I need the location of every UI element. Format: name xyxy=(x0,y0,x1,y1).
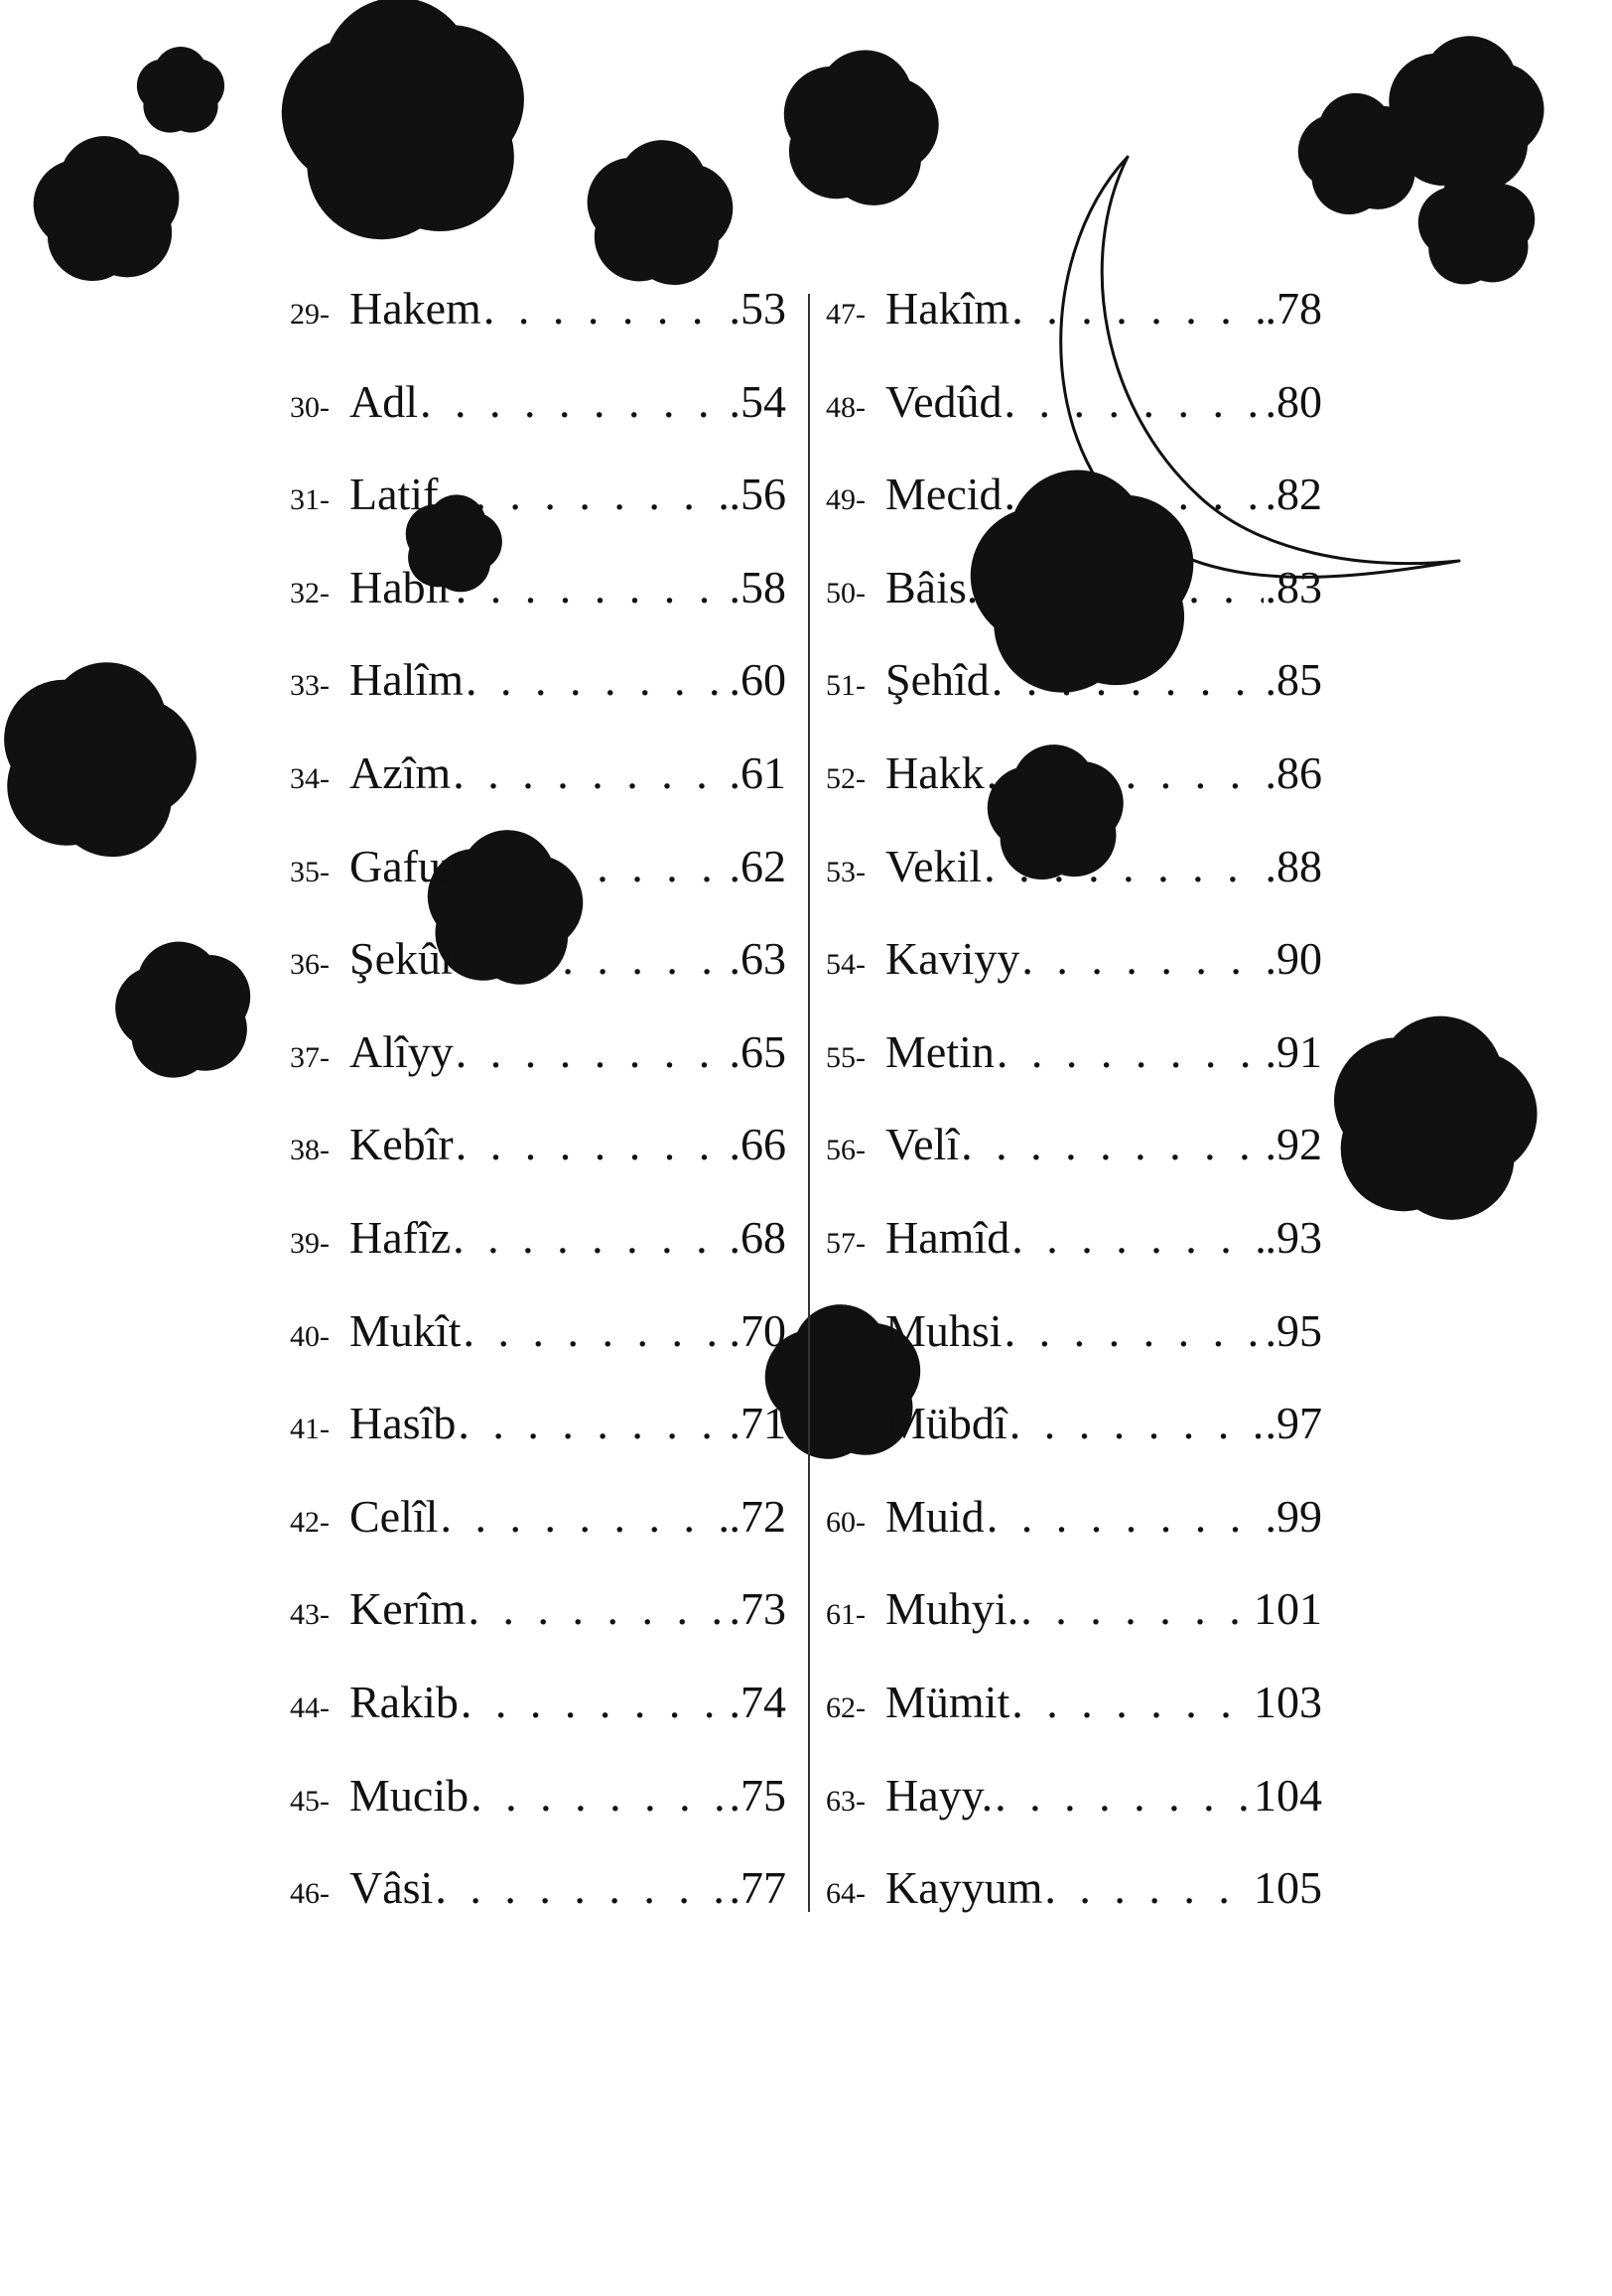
toc-entry xyxy=(290,1861,786,1955)
toc-entry xyxy=(290,932,786,1025)
toc-entry xyxy=(826,375,1322,469)
entry-page: .85 xyxy=(1265,654,1322,706)
toc-entry xyxy=(826,561,1322,654)
entry-name: Vâsi xyxy=(349,1862,434,1914)
dot-leader xyxy=(435,1861,727,1914)
toc-entry xyxy=(826,746,1322,840)
dot-leader xyxy=(456,1118,728,1170)
toc-entry xyxy=(290,1490,786,1583)
entry-number: 35- xyxy=(290,855,330,888)
dot-leader xyxy=(466,653,728,706)
entry-number: 53- xyxy=(826,855,866,888)
toc-entry xyxy=(826,1025,1322,1119)
entry-name: Celîl xyxy=(349,1490,439,1542)
toc-entry xyxy=(826,1211,1322,1304)
entry-page: .99 xyxy=(1265,1490,1322,1542)
dot-leader xyxy=(456,561,728,613)
entry-page: .68 xyxy=(729,1211,786,1263)
toc-entry xyxy=(290,1211,786,1304)
toc-entry xyxy=(290,746,786,840)
entry-number: 43- xyxy=(290,1598,330,1632)
entry-page: .97 xyxy=(1265,1398,1322,1449)
entry-name: Hasîb xyxy=(349,1398,457,1449)
toc-entry xyxy=(826,1769,1322,1862)
dot-leader xyxy=(1011,1676,1252,1728)
dot-leader xyxy=(987,1490,1264,1543)
entry-number: 62- xyxy=(826,1690,866,1724)
entry-page: .77 xyxy=(729,1862,786,1914)
entry-name: Kebîr xyxy=(349,1119,454,1170)
dot-leader xyxy=(458,932,727,985)
entry-number: 31- xyxy=(290,483,330,517)
entry-page: .86 xyxy=(1265,746,1322,798)
entry-number: 30- xyxy=(290,390,330,424)
entry-name: Bâis. xyxy=(885,561,979,612)
entry-page: .58 xyxy=(729,561,786,612)
entry-number: 56- xyxy=(826,1134,866,1167)
dot-leader xyxy=(1020,1582,1252,1635)
star-icon xyxy=(826,92,895,160)
toc-entry xyxy=(290,1304,786,1398)
toc-entry xyxy=(290,468,786,561)
toc-entry xyxy=(826,1676,1322,1769)
entry-name: Mecid xyxy=(885,469,1003,520)
entry-number: 46- xyxy=(290,1877,330,1911)
entry-number: 64- xyxy=(826,1877,866,1911)
entry-page: .83 xyxy=(1265,561,1322,612)
entry-number: 36- xyxy=(290,948,330,982)
entry-page: .95 xyxy=(1265,1304,1322,1356)
dot-leader xyxy=(483,282,728,335)
star-icon xyxy=(76,178,138,237)
star-icon xyxy=(1453,203,1502,249)
dot-leader xyxy=(1011,282,1263,335)
entry-page: .63 xyxy=(729,933,786,985)
entry-number: 37- xyxy=(290,1040,330,1074)
entry-page: .56 xyxy=(729,469,786,520)
toc-entry xyxy=(826,1304,1322,1398)
entry-number: 34- xyxy=(290,761,330,795)
dot-leader xyxy=(1005,375,1264,428)
dot-leader xyxy=(1011,1211,1263,1264)
dot-leader xyxy=(984,840,1263,892)
entry-page: .53 xyxy=(729,283,786,334)
entry-name: Hamîd xyxy=(885,1211,1010,1263)
dot-leader xyxy=(458,1397,727,1449)
entry-name: Şehîd xyxy=(885,654,990,706)
toc-entry xyxy=(826,653,1322,746)
entry-number: 33- xyxy=(290,669,330,703)
entry-number: 51- xyxy=(826,669,866,703)
dot-leader xyxy=(995,1769,1252,1822)
star-icon xyxy=(1431,79,1499,145)
entry-page: .61 xyxy=(729,746,786,798)
entry-page: .73 xyxy=(729,1583,786,1635)
dot-leader xyxy=(440,1490,727,1543)
entry-page: .88 xyxy=(1265,840,1322,891)
entry-page: .75 xyxy=(729,1769,786,1821)
entry-name: Rakib xyxy=(349,1676,459,1727)
entry-name: Kayyum xyxy=(885,1862,1043,1914)
dot-leader xyxy=(961,1118,1263,1170)
entry-name: Muhsi xyxy=(885,1304,1003,1356)
entry-page: .74 xyxy=(729,1676,786,1727)
toc-entry xyxy=(290,1676,786,1769)
entry-name: Gafur xyxy=(349,840,457,891)
toc-entry xyxy=(826,1397,1322,1490)
entry-number: 29- xyxy=(290,298,330,331)
entry-page: .93 xyxy=(1265,1211,1322,1263)
entry-page: 103 xyxy=(1254,1676,1322,1727)
dot-leader xyxy=(1044,1861,1252,1914)
entry-name: Muhyi. xyxy=(885,1583,1019,1635)
entry-number: 59- xyxy=(826,1413,866,1446)
toc-entry xyxy=(290,1025,786,1119)
dot-leader xyxy=(420,375,728,428)
entry-number: 58- xyxy=(826,1319,866,1353)
toc-entry xyxy=(826,1582,1322,1676)
dot-leader xyxy=(997,1025,1264,1078)
entry-name: Mümit xyxy=(885,1676,1010,1727)
star-icon xyxy=(351,66,458,168)
entry-page: 104 xyxy=(1254,1769,1322,1821)
entry-number: 32- xyxy=(290,576,330,609)
entry-name: Latif xyxy=(349,469,439,520)
star-icon xyxy=(628,182,690,241)
toc-entry xyxy=(290,282,786,375)
entry-number: 52- xyxy=(826,761,866,795)
toc-column-right xyxy=(826,282,1322,1955)
toc-entry xyxy=(290,653,786,746)
entry-number: 44- xyxy=(290,1690,330,1724)
entry-name: Kerîm xyxy=(349,1583,467,1635)
entry-name: Metin xyxy=(885,1025,995,1077)
entry-name: Vedûd xyxy=(885,375,1003,427)
entry-name: Alîyy xyxy=(349,1025,454,1077)
toc-entry xyxy=(826,840,1322,933)
entry-name: Mucib xyxy=(349,1769,470,1821)
entry-name: Hakk xyxy=(885,746,985,798)
entry-page: .66 xyxy=(729,1119,786,1170)
entry-number: 57- xyxy=(826,1226,866,1260)
entry-name: Halîm xyxy=(349,654,464,706)
dot-leader xyxy=(470,1769,727,1822)
entry-page: 105 xyxy=(1254,1862,1322,1914)
entry-page: .80 xyxy=(1265,375,1322,427)
star-icon xyxy=(53,713,143,801)
toc-entry xyxy=(290,1769,786,1862)
entry-number: 63- xyxy=(826,1784,866,1818)
entry-name: Şekûr xyxy=(349,933,457,985)
dot-leader xyxy=(453,1211,727,1264)
entry-name: Hakîm xyxy=(885,283,1010,334)
toc-entry xyxy=(290,1582,786,1676)
dot-leader xyxy=(458,840,727,892)
entry-name: Adl xyxy=(349,375,418,427)
toc-entry xyxy=(290,1118,786,1211)
star-icon xyxy=(153,978,215,1038)
dot-leader xyxy=(463,1304,727,1357)
dot-leader xyxy=(980,561,1263,613)
entry-page: .82 xyxy=(1265,469,1322,520)
dot-leader xyxy=(461,1676,728,1728)
toc-entry xyxy=(826,1490,1322,1583)
toc-entry xyxy=(290,561,786,654)
entry-number: 60- xyxy=(826,1505,866,1539)
dot-leader xyxy=(453,746,727,799)
entry-name: Velî xyxy=(885,1119,960,1170)
entry-name: Mukît xyxy=(349,1304,462,1356)
entry-name: Kaviyy xyxy=(885,933,1020,985)
entry-page: .78 xyxy=(1265,283,1322,334)
dot-leader xyxy=(456,1025,728,1078)
column-divider xyxy=(808,294,810,1912)
entry-number: 39- xyxy=(290,1226,330,1260)
entry-number: 45- xyxy=(290,1784,330,1818)
toc-entry xyxy=(826,1861,1322,1955)
star-icon xyxy=(1332,126,1387,179)
toc-entry xyxy=(290,840,786,933)
entry-name: Habir xyxy=(349,561,454,612)
toc-entry xyxy=(826,1118,1322,1211)
dot-leader xyxy=(987,746,1264,799)
entry-page: 101 xyxy=(1254,1583,1322,1635)
entry-page: .71 xyxy=(729,1398,786,1449)
entry-number: 47- xyxy=(826,298,866,331)
entry-page: .62 xyxy=(729,840,786,891)
dot-leader xyxy=(1005,468,1264,520)
dot-leader xyxy=(1009,1397,1264,1449)
star-icon xyxy=(1389,1072,1480,1160)
entry-number: 49- xyxy=(826,483,866,517)
star-icon xyxy=(164,73,198,106)
entry-number: 38- xyxy=(290,1134,330,1167)
entry-name: Mübdî xyxy=(885,1398,1008,1449)
toc-column-left xyxy=(290,282,786,1955)
dot-leader xyxy=(469,1582,728,1635)
toc-entry xyxy=(290,375,786,469)
entry-name: Hakem xyxy=(349,283,481,334)
entry-number: 54- xyxy=(826,948,866,982)
entry-name: Azîm xyxy=(349,746,452,798)
entry-number: 40- xyxy=(290,1319,330,1353)
entry-name: Muid xyxy=(885,1490,985,1542)
entry-name: Hayy. xyxy=(885,1769,994,1821)
toc-entry xyxy=(826,932,1322,1025)
entry-page: .92 xyxy=(1265,1119,1322,1170)
dot-leader xyxy=(440,468,727,520)
entry-page: .60 xyxy=(729,654,786,706)
entry-page: .54 xyxy=(729,375,786,427)
entry-page: .65 xyxy=(729,1025,786,1077)
toc-entry xyxy=(290,1397,786,1490)
dot-leader xyxy=(1021,932,1263,985)
dot-leader xyxy=(1005,1304,1264,1357)
entry-number: 41- xyxy=(290,1413,330,1446)
entry-number: 55- xyxy=(826,1040,866,1074)
entry-page: .90 xyxy=(1265,933,1322,985)
entry-name: Vekil xyxy=(885,840,983,891)
entry-number: 50- xyxy=(826,576,866,609)
entry-page: .70 xyxy=(729,1304,786,1356)
dot-leader xyxy=(992,653,1264,706)
entry-number: 48- xyxy=(826,390,866,424)
entry-number: 42- xyxy=(290,1505,330,1539)
entry-page: .72 xyxy=(729,1490,786,1542)
entry-name: Hafîz xyxy=(349,1211,452,1263)
entry-number: 61- xyxy=(826,1598,866,1632)
toc-entry xyxy=(826,468,1322,561)
toc-entry xyxy=(826,282,1322,375)
entry-page: .91 xyxy=(1265,1025,1322,1077)
